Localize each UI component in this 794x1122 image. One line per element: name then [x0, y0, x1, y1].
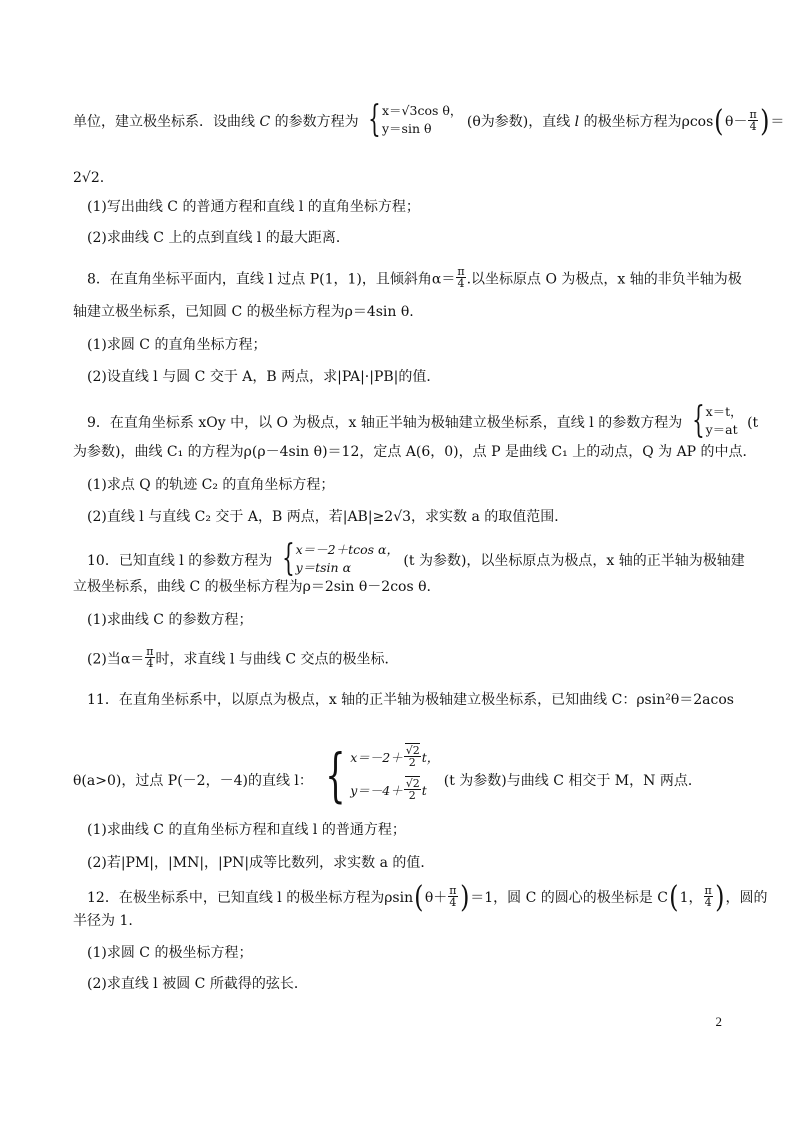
- sys-row: [350, 777, 439, 803]
- sqrt-2: √2: [405, 777, 420, 790]
- q7-sub-1: (1)写出曲线 C 的普通方程和直线 l 的直角坐标方程；: [87, 199, 420, 215]
- fraction-pi-4: [456, 266, 465, 289]
- q8-sub-2: (2)设直线 l 与圆 C 交于 A，B 两点，求|PA|·|PB|的值．: [87, 369, 441, 385]
- q12-sub-2: (2)求直线 l 被圆 C 所截得的弦长．: [87, 976, 308, 992]
- fraction-pi-4: [748, 109, 757, 132]
- text: 10．已知直线 l 的参数方程为: [87, 553, 273, 569]
- text: ＝1，圆 C 的圆心的极坐标是 C: [470, 890, 668, 906]
- sqrt-2: √2: [405, 744, 420, 757]
- q8-line-1: [87, 265, 742, 290]
- text: t: [421, 783, 427, 798]
- param-system-q9: { x＝t， y＝at: [691, 400, 743, 441]
- q9-sub-1: (1)求点 Q 的轨迹 C₂ 的直角坐标方程；: [87, 477, 335, 493]
- q7-line-2: [73, 168, 734, 190]
- q12-line-2: 半径为 1.: [73, 913, 133, 929]
- text: ，圆的: [725, 890, 768, 906]
- q9-line-1: [87, 400, 759, 441]
- var-c: C: [259, 114, 271, 130]
- text: ＝: [770, 114, 785, 130]
- text: .以坐标原点 O 为极点，x 轴的非负半轴为极: [466, 271, 742, 288]
- q11-line-1: 11．在直角坐标系中，以原点为极点，x 轴的正半轴为极轴建立极坐标系，已知曲线 C：ρsin²θ＝2acos: [87, 692, 734, 708]
- q11-sub-2: (2)若|PM|，|MN|，|PN|成等比数列，求实数 a 的值．: [87, 855, 435, 871]
- sys-row: y＝tsin α: [295, 560, 352, 575]
- num: π: [449, 883, 457, 897]
- sys-row: y＝sin θ: [381, 121, 432, 136]
- den: 4: [457, 277, 465, 290]
- text: 2√2.: [73, 170, 105, 186]
- q10-sub-2: [87, 645, 734, 670]
- q11-sub-1: (1)求曲线 C 的直角坐标方程和直线 l 的普通方程；: [87, 822, 406, 838]
- q9-line-2: 为参数)，曲线 C₁ 的方程为ρ(ρ－4sin θ)＝12，定点 A(6，0)，点 P 是曲线 C₁ 上的动点，Q 为 AP 的中点．: [73, 444, 757, 460]
- num: π: [749, 107, 757, 121]
- text: y＝－4＋: [350, 783, 403, 798]
- sys-row: x＝－2＋tcos α，: [295, 542, 399, 557]
- text: (t 为参数)，以坐标原点为极点，x 轴的正半轴为极轴建: [403, 553, 745, 569]
- q9-sub-2: (2)直线 l 与直线 C₂ 交于 A，B 两点，若|AB|≥2√3，求实数 a 的取值范围．: [87, 509, 569, 525]
- fraction-pi-4: [448, 885, 457, 908]
- text: (t: [747, 415, 759, 431]
- text: 的参数方程为: [274, 114, 359, 130]
- num: π: [704, 883, 712, 897]
- q8-sub-1: (1)求圆 C 的直角坐标方程；: [87, 337, 267, 353]
- sys-row: x＝t，: [705, 404, 743, 419]
- text: (t 为参数)与曲线 C 相交于 M，N 两点．: [443, 773, 702, 789]
- fraction-pi-4: [145, 646, 154, 669]
- q10-line-2: 立极坐标系，曲线 C 的极坐标方程为ρ＝2sin θ－2cos θ.: [73, 579, 431, 595]
- param-system-q10: { x＝－2＋tcos α， y＝tsin α: [281, 538, 399, 579]
- text: θ(a>0)，过点 P(－2，－4)的直线 l：: [73, 773, 313, 789]
- q7-sub-2: (2)求曲线 C 上的点到直线 l 的最大距离．: [87, 230, 350, 246]
- text: (θ为参数)，直线: [466, 114, 571, 130]
- sys-row: [350, 744, 440, 770]
- q10-line-1: [87, 538, 745, 579]
- num: π: [457, 265, 465, 278]
- num: π: [146, 645, 154, 658]
- param-system-q7: { x＝√3cos θ， y＝sin θ: [368, 99, 463, 140]
- text: 8．在直角坐标平面内，直线 l 过点 P(1，1)，且倾斜角α＝: [87, 271, 456, 288]
- den: 2: [408, 789, 416, 802]
- fraction-sqrt2-2: [404, 778, 421, 801]
- q7-line-1: 单位，建立极坐标系．设曲线 C 的参数方程为 { x＝√3cos θ， y＝sin θ (θ为参数)，直线 l 的极坐标方程为ρcos(θ－ $\frac{\pi}{4}$ )＝: [73, 99, 785, 140]
- var-l: l: [574, 114, 580, 130]
- fraction-pi-4: [704, 885, 713, 908]
- q8-line-2: 轴建立极坐标系，已知圆 C 的极坐标方程为ρ＝4sin θ.: [73, 304, 414, 320]
- den: 4: [704, 895, 712, 909]
- den: 2: [408, 756, 416, 769]
- text: 时，求直线 l 与曲线 C 交点的极坐标．: [155, 651, 399, 668]
- q12-line-1: 12．在极坐标系中，已知直线 l 的极坐标方程为ρsin(θ＋ $\frac{\pi}{4}$ )＝1，圆 C 的圆心的极坐标是 C(1， $\frac{\pi}{4}$ )，圆的: [87, 880, 768, 915]
- text: 单位，建立极坐标系．设曲线: [73, 114, 255, 130]
- text: 9．在直角坐标系 xOy 中，以 O 为极点，x 轴正半轴为极轴建立极坐标系，直线 l 的参数方程为: [87, 415, 683, 431]
- q10-sub-1: (1)求曲线 C 的参数方程；: [87, 612, 253, 628]
- den: 4: [749, 119, 757, 133]
- text: (2)当α＝: [87, 651, 145, 668]
- text: θ－: [725, 114, 748, 130]
- param-system-q11: { x＝－2＋ $\frac{√2}{2}$ t， y＝－4＋ $\frac{√2}{2}$ t: [325, 741, 440, 809]
- page-number: 2: [715, 1014, 722, 1029]
- sys-row: y＝at: [705, 422, 738, 437]
- text: x＝－2＋: [350, 750, 403, 765]
- q11-line-2: [73, 741, 734, 809]
- text: 12．在极坐标系中，已知直线 l 的极坐标方程为ρsin: [87, 890, 414, 906]
- den: 4: [449, 895, 457, 909]
- den: 4: [146, 657, 154, 670]
- text: t，: [421, 750, 440, 765]
- text: 的极坐标方程为ρcos: [583, 114, 714, 130]
- q12-sub-1: (1)求圆 C 的极坐标方程；: [87, 945, 253, 961]
- sys-row: x＝√3cos θ，: [381, 103, 463, 118]
- text: 1，: [679, 890, 703, 906]
- fraction-sqrt2-2: [404, 745, 421, 768]
- text: θ＋: [424, 890, 448, 906]
